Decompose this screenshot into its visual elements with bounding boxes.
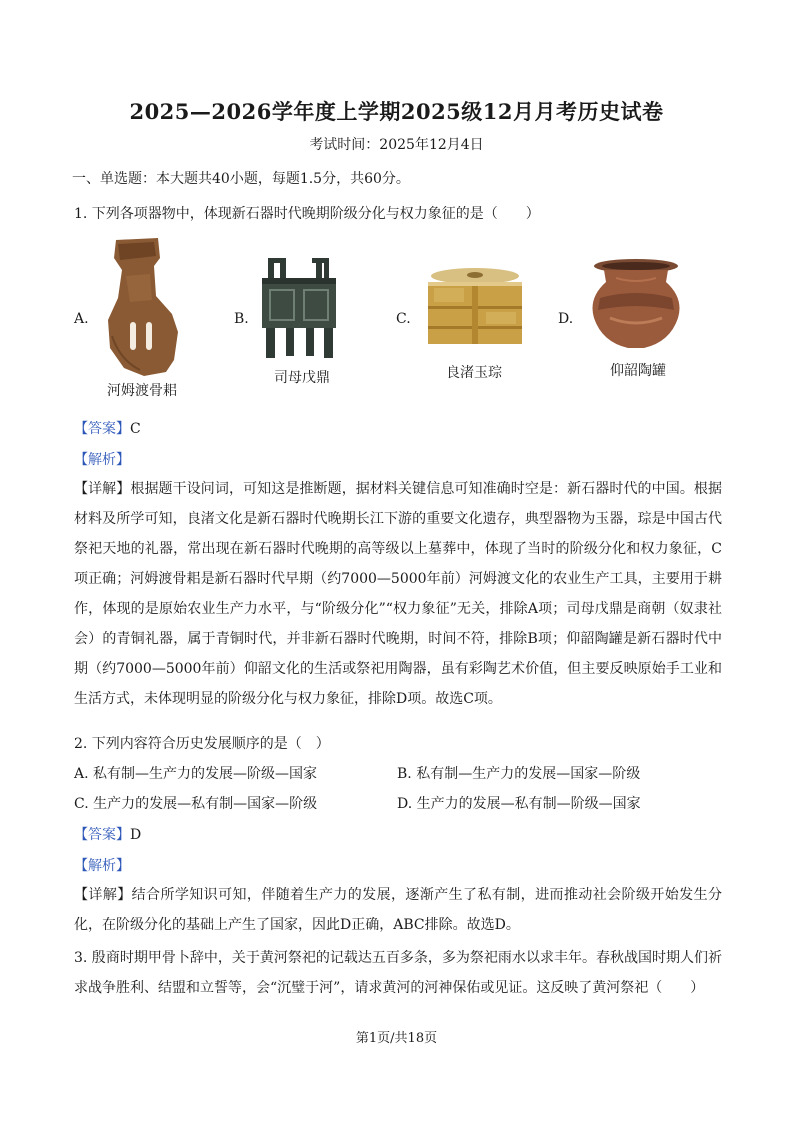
q3-stem: 3. 殷商时期甲骨卜辞中，关于黄河祭祀的记载达五百多条，多为祭祀雨水以求丰年。春秋战国时期人们祈求战争胜利、结盟和立誓等，会“沉璧于河”，请求黄河的河神保佑或见证。这反映了黄河祭祀（ ） — [74, 950, 722, 996]
q2-detail-tag: 【详解】 — [74, 887, 132, 903]
q2-stem: 2. 下列内容符合历史发展顺序的是（ ） — [74, 736, 330, 752]
section-heading: 一、单选题：本大题共40小题，每题1.5分，共60分。 — [72, 171, 410, 187]
jade-cong-image — [424, 266, 526, 348]
pottery-jar-image — [586, 258, 686, 350]
q2-answer: D — [130, 827, 142, 843]
q1-answer-tag: 【答案】 — [74, 421, 130, 437]
q1-detail-text: 根据题干设问词，可知这是推断题，据材料关键信息可知准确时空是：新石器时代的中国。根据材料及所学可知，良渚文化是新石器时代晚期长江下游的重要文化遗存，典型器物为玉器，琮是中国古代祭祀天地的礼器，常出现在新石器时代晚期的高等级以上墓葬中，体现了当时的阶级分化和权力象征，C项正确；河姆渡骨耜是新石器时代早期（约7000—5000年前）河姆渡文化的农业生产工具，主要用于耕作，体现的是原始农业生产力水平，与“阶级分化”“权力象征”无关，排除A项；司母戊鼎是商朝（奴隶社会）的青铜礼器，属于青铜时代，并非新石器时代晚期，时间不符，排除B项；仰韶陶罐是新石器时代中期（约7000—5000年前）仰韶文化的生活或祭祀用陶器，虽有彩陶艺术价值，但主要反映原始手工业和生活方式，未体现明显的阶级分化与权力象征，排除D项。故选C项。 — [74, 481, 723, 707]
q2-analysis-tag: 【解析】 — [74, 858, 130, 874]
exam-title: 2025—2026学年度上学期2025级12月月考历史试卷 — [129, 99, 664, 124]
q2-detail — [74, 880, 722, 940]
q2-answer-line — [74, 824, 141, 844]
q2-option-d: D. 生产力的发展—私有制—阶级—国家 — [397, 796, 641, 812]
bone-spade-image — [100, 236, 184, 378]
q1-option-b-letter: B. — [234, 311, 249, 327]
q1-option-d-caption: 仰韶陶罐 — [610, 363, 666, 379]
bronze-ding-image — [258, 256, 340, 360]
q1-option-c-caption: 良渚玉琮 — [446, 365, 502, 381]
exam-time: 考试时间：2025年12月4日 — [309, 137, 484, 153]
q1-stem: 1. 下列各项器物中，体现新石器时代晚期阶级分化与权力象征的是（ ） — [74, 206, 540, 222]
q1-option-a-caption: 河姆渡骨耜 — [107, 383, 177, 399]
q1-option-a-letter: A. — [74, 311, 89, 327]
q2-option-c: C. 生产力的发展—私有制—国家—阶级 — [74, 796, 318, 812]
q1-option-c-letter: C. — [396, 311, 411, 327]
q2-answer-tag: 【答案】 — [74, 827, 130, 843]
page-footer: 第1页/共18页 — [355, 1031, 438, 1046]
q1-detail-tag: 【详解】 — [74, 481, 131, 497]
q1-detail — [74, 474, 722, 714]
q2-option-a: A. 私有制—生产力的发展—阶级—国家 — [74, 766, 318, 782]
q1-answer: C — [130, 421, 141, 437]
q2-detail-text: 结合所学知识可知，伴随着生产力的发展，逐渐产生了私有制，进而推动社会阶级开始发生分化，在阶级分化的基础上产生了国家，因此D正确，ABC排除。故选D。 — [74, 887, 723, 933]
q1-option-b-caption: 司母戊鼎 — [274, 370, 330, 386]
q2-option-b: B. 私有制—生产力的发展—国家—阶级 — [397, 766, 641, 782]
q1-answer-line — [74, 418, 141, 438]
q1-option-d-letter: D. — [558, 311, 574, 327]
q1-analysis-tag: 【解析】 — [74, 452, 130, 468]
